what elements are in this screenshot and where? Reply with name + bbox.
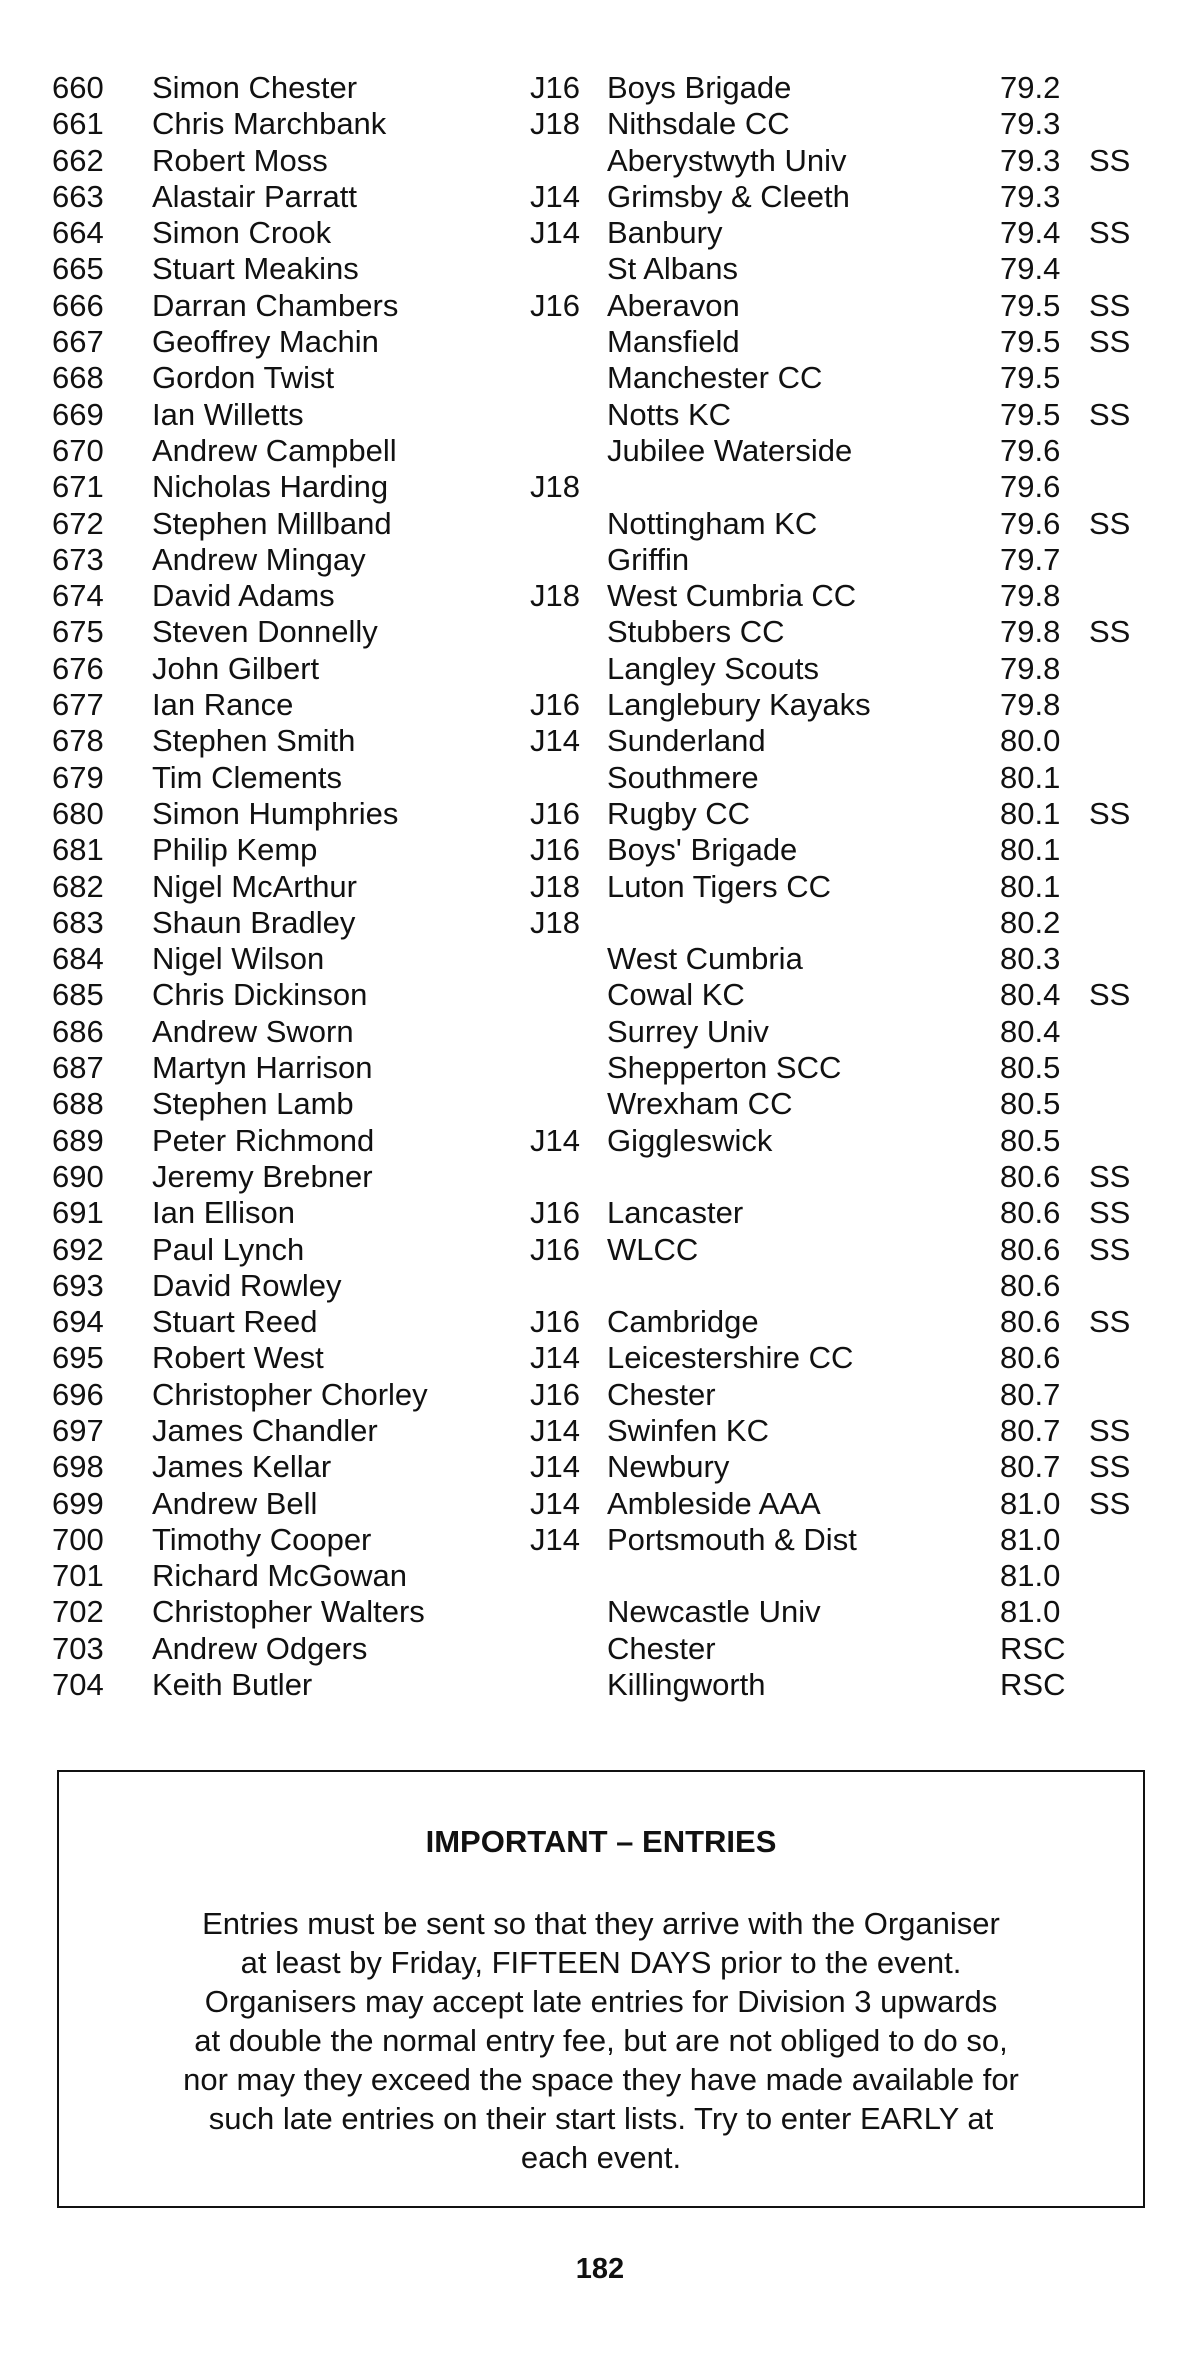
competitor-name: Peter Richmond (152, 1122, 375, 1158)
notice-line: at double the normal entry fee, but are not obliged to do so, (194, 2023, 1008, 2058)
club-name: Stubbers CC (607, 614, 785, 650)
ranking-row (52, 506, 1162, 542)
time-value: RSC (1000, 1630, 1066, 1666)
time-value: 80.5 (1000, 1050, 1061, 1086)
ranking-row (52, 796, 1162, 832)
ranking-row (52, 869, 1162, 905)
age-class: J16 (530, 1231, 580, 1267)
position-number: 686 (52, 1013, 104, 1049)
time-value: 81.0 (1000, 1558, 1061, 1594)
position-number: 680 (52, 795, 104, 831)
time-value: 80.6 (1000, 1158, 1061, 1194)
ranking-row (52, 1667, 1162, 1703)
club-name: Boys Brigade (607, 70, 792, 105)
page-number: 182 (575, 2253, 625, 2285)
ranking-row (52, 1594, 1162, 1630)
position-number: 660 (52, 70, 104, 105)
time-value: 79.5 (1000, 396, 1061, 432)
club-name: Surrey Univ (607, 1013, 769, 1049)
club-name: Giggleswick (607, 1122, 773, 1158)
position-number: 670 (52, 432, 104, 468)
time-value: 79.8 (1000, 687, 1061, 723)
position-number: 692 (52, 1231, 104, 1267)
club-name: WLCC (607, 1231, 699, 1267)
ranking-row (52, 1050, 1162, 1086)
ranking-row (52, 469, 1162, 505)
age-class: J14 (530, 178, 580, 214)
club-name: Rugby CC (607, 795, 750, 831)
position-number: 677 (52, 687, 104, 723)
position-number: 668 (52, 360, 104, 396)
time-value: 79.3 (1000, 142, 1061, 178)
boat-class: SS (1089, 1231, 1131, 1267)
boat-class: SS (1089, 1195, 1131, 1231)
competitor-name: Stuart Reed (152, 1304, 318, 1340)
competitor-name: Nicholas Harding (152, 469, 389, 505)
time-value: 80.6 (1000, 1340, 1061, 1376)
club-name: West Cumbria (607, 941, 803, 977)
position-number: 667 (52, 324, 104, 360)
boat-class: SS (1089, 1158, 1131, 1194)
notice-line: nor may they exceed the space they have made available for (183, 2062, 1019, 2097)
position-number: 665 (52, 251, 104, 287)
time-value: 80.6 (1000, 1231, 1061, 1267)
competitor-name: David Adams (152, 578, 335, 614)
ranking-row (52, 1086, 1162, 1122)
age-class: J16 (530, 795, 580, 831)
competitor-name: Stephen Lamb (152, 1086, 354, 1122)
club-name: Wrexham CC (607, 1086, 793, 1122)
time-value: 81.0 (1000, 1485, 1061, 1521)
age-class: J16 (530, 687, 580, 723)
boat-class: SS (1089, 1412, 1131, 1448)
time-value: 80.7 (1000, 1412, 1061, 1448)
ranking-row (52, 251, 1162, 287)
position-number: 672 (52, 505, 104, 541)
competitor-name: Christopher Walters (152, 1594, 425, 1630)
ranking-row (52, 760, 1162, 796)
ranking-row (52, 1232, 1162, 1268)
competitor-name: Andrew Sworn (152, 1013, 354, 1049)
boat-class: SS (1089, 505, 1131, 541)
time-value: 79.8 (1000, 650, 1061, 686)
notice-line: Entries must be sent so that they arrive with the Organiser (202, 1906, 1000, 1941)
position-number: 673 (52, 541, 104, 577)
position-number: 683 (52, 904, 104, 940)
competitor-name: Stephen Smith (152, 723, 356, 759)
position-number: 701 (52, 1558, 104, 1594)
club-name: Chester (607, 1376, 716, 1412)
club-name: Griffin (607, 541, 690, 577)
club-name: Chester (607, 1630, 716, 1666)
competitor-name: James Kellar (152, 1449, 332, 1485)
ranking-row (52, 832, 1162, 868)
position-number: 669 (52, 396, 104, 432)
time-value: 79.8 (1000, 578, 1061, 614)
competitor-name: Tim Clements (152, 759, 343, 795)
time-value: 80.7 (1000, 1376, 1061, 1412)
time-value: 80.1 (1000, 759, 1061, 795)
position-number: 681 (52, 832, 104, 868)
club-name: Boys' Brigade (607, 832, 798, 868)
club-name: Leicestershire CC (607, 1340, 854, 1376)
position-number: 664 (52, 215, 104, 251)
time-value: 80.6 (1000, 1267, 1061, 1303)
time-value: RSC (1000, 1667, 1066, 1703)
club-name: Banbury (607, 215, 723, 251)
time-value: 80.4 (1000, 1013, 1061, 1049)
boat-class: SS (1089, 142, 1131, 178)
position-number: 700 (52, 1521, 104, 1557)
position-number: 691 (52, 1195, 104, 1231)
ranking-row (52, 1558, 1162, 1594)
position-number: 697 (52, 1412, 104, 1448)
age-class: J14 (530, 723, 580, 759)
competitor-name: Ian Ellison (152, 1195, 296, 1231)
position-number: 693 (52, 1267, 104, 1303)
position-number: 679 (52, 759, 104, 795)
competitor-name: Paul Lynch (152, 1231, 305, 1267)
competitor-name: Andrew Odgers (152, 1630, 368, 1666)
position-number: 678 (52, 723, 104, 759)
notice-line: such late entries on their start lists. Try to enter EARLY at (208, 2101, 994, 2136)
ranking-row (52, 1123, 1162, 1159)
competitor-name: Timothy Cooper (152, 1521, 372, 1557)
age-class: J16 (530, 70, 580, 105)
club-name: Southmere (607, 759, 759, 795)
club-name: Aberavon (607, 287, 740, 323)
ranking-row (52, 179, 1162, 215)
competitor-name: Andrew Bell (152, 1485, 318, 1521)
boat-class: SS (1089, 215, 1131, 251)
competitor-name: Shaun Bradley (152, 904, 356, 940)
position-number: 684 (52, 941, 104, 977)
age-class: J16 (530, 1195, 580, 1231)
competitor-name: Andrew Campbell (152, 432, 397, 468)
age-class: J14 (530, 1449, 580, 1485)
boat-class: SS (1089, 1449, 1131, 1485)
club-name: Portsmouth & Dist (607, 1521, 857, 1557)
club-name: Swinfen KC (607, 1412, 769, 1448)
competitor-name: Robert West (152, 1340, 324, 1376)
club-name: Mansfield (607, 324, 740, 360)
club-name: Notts KC (607, 396, 732, 432)
club-name: Newcastle Univ (607, 1594, 821, 1630)
boat-class: SS (1089, 795, 1131, 831)
notice-line: each event. (520, 2140, 682, 2175)
time-value: 81.0 (1000, 1521, 1061, 1557)
competitor-name: Keith Butler (152, 1667, 313, 1703)
age-class: J18 (530, 469, 580, 505)
boat-class: SS (1089, 977, 1131, 1013)
time-value: 79.7 (1000, 541, 1061, 577)
ranking-row (52, 1631, 1162, 1667)
ranking-row (52, 1014, 1162, 1050)
time-value: 79.5 (1000, 360, 1061, 396)
time-value: 79.3 (1000, 106, 1061, 142)
position-number: 685 (52, 977, 104, 1013)
ranking-row (52, 1159, 1162, 1195)
club-name: Nottingham KC (607, 505, 818, 541)
ranking-row (52, 614, 1162, 650)
ranking-row (52, 433, 1162, 469)
club-name: Manchester CC (607, 360, 823, 396)
time-value: 80.1 (1000, 832, 1061, 868)
club-name: Ambleside AAA (607, 1485, 821, 1521)
ranking-row (52, 397, 1162, 433)
position-number: 690 (52, 1158, 104, 1194)
position-number: 662 (52, 142, 104, 178)
club-name: Langley Scouts (607, 650, 819, 686)
competitor-name: Robert Moss (152, 142, 328, 178)
position-number: 689 (52, 1122, 104, 1158)
boat-class: SS (1089, 614, 1131, 650)
time-value: 79.2 (1000, 70, 1061, 105)
ranking-row (52, 1413, 1162, 1449)
competitor-name: Simon Crook (152, 215, 332, 251)
competitor-name: Stuart Meakins (152, 251, 359, 287)
ranking-row (52, 905, 1162, 941)
ranking-row (52, 1377, 1162, 1413)
notice-body (99, 1904, 1103, 2177)
time-value: 80.7 (1000, 1449, 1061, 1485)
ranking-row (52, 941, 1162, 977)
competitor-name: Ian Willetts (152, 396, 304, 432)
ranking-row (52, 1268, 1162, 1304)
position-number: 676 (52, 650, 104, 686)
ranking-row (52, 687, 1162, 723)
competitor-name: Geoffrey Machin (152, 324, 379, 360)
position-number: 694 (52, 1304, 104, 1340)
club-name: Aberystwyth Univ (607, 142, 847, 178)
competitor-name: Christopher Chorley (152, 1376, 428, 1412)
position-number: 661 (52, 106, 104, 142)
competitor-name: James Chandler (152, 1412, 378, 1448)
ranking-row (52, 977, 1162, 1013)
ranking-row (52, 70, 1162, 106)
time-value: 79.3 (1000, 178, 1061, 214)
competitor-name: Gordon Twist (152, 360, 335, 396)
position-number: 703 (52, 1630, 104, 1666)
competitor-name: Ian Rance (152, 687, 294, 723)
ranking-row (52, 288, 1162, 324)
age-class: J14 (530, 1485, 580, 1521)
age-class: J14 (530, 1521, 580, 1557)
important-entries-notice (57, 1770, 1145, 2208)
club-name: Sunderland (607, 723, 766, 759)
age-class: J18 (530, 578, 580, 614)
age-class: J16 (530, 832, 580, 868)
age-class: J18 (530, 904, 580, 940)
position-number: 702 (52, 1594, 104, 1630)
competitor-name: Philip Kemp (152, 832, 318, 868)
age-class: J14 (530, 215, 580, 251)
ranking-row (52, 324, 1162, 360)
competitor-name: Richard McGowan (152, 1558, 407, 1594)
position-number: 699 (52, 1485, 104, 1521)
time-value: 80.6 (1000, 1304, 1061, 1340)
club-name: Shepperton SCC (607, 1050, 842, 1086)
competitor-name: Stephen Millband (152, 505, 392, 541)
ranking-row (52, 1195, 1162, 1231)
time-value: 80.1 (1000, 868, 1061, 904)
competitor-name: Darran Chambers (152, 287, 399, 323)
club-name: Luton Tigers CC (607, 868, 831, 904)
boat-class: SS (1089, 324, 1131, 360)
ranking-row (52, 360, 1162, 396)
competitor-name: Simon Chester (152, 70, 358, 105)
time-value: 79.5 (1000, 324, 1061, 360)
rankings-list (52, 70, 1162, 1703)
position-number: 695 (52, 1340, 104, 1376)
time-value: 80.6 (1000, 1195, 1061, 1231)
competitor-name: Martyn Harrison (152, 1050, 373, 1086)
club-name: Cambridge (607, 1304, 759, 1340)
age-class: J18 (530, 868, 580, 904)
age-class: J14 (530, 1412, 580, 1448)
boat-class: SS (1089, 1485, 1131, 1521)
notice-line: at least by Friday, FIFTEEN DAYS prior to the event. (240, 1945, 962, 1980)
club-name: Nithsdale CC (607, 106, 790, 142)
club-name: Cowal KC (607, 977, 745, 1013)
competitor-name: Jeremy Brebner (152, 1158, 373, 1194)
competitor-name: Steven Donnelly (152, 614, 378, 650)
ranking-row (52, 578, 1162, 614)
competitor-name: Alastair Parratt (152, 178, 358, 214)
position-number: 698 (52, 1449, 104, 1485)
position-number: 666 (52, 287, 104, 323)
ranking-row (52, 1486, 1162, 1522)
competitor-name: Andrew Mingay (152, 541, 366, 577)
club-name: Langlebury Kayaks (607, 687, 871, 723)
competitor-name: David Rowley (152, 1267, 342, 1303)
position-number: 675 (52, 614, 104, 650)
boat-class: SS (1089, 1304, 1131, 1340)
time-value: 80.0 (1000, 723, 1061, 759)
time-value: 80.3 (1000, 941, 1061, 977)
competitor-name: John Gilbert (152, 650, 320, 686)
age-class: J18 (530, 106, 580, 142)
age-class: J16 (530, 287, 580, 323)
competitor-name: Simon Humphries (152, 795, 399, 831)
age-class: J14 (530, 1340, 580, 1376)
time-value: 79.4 (1000, 215, 1061, 251)
club-name: Killingworth (607, 1667, 766, 1703)
time-value: 79.6 (1000, 432, 1061, 468)
position-number: 704 (52, 1667, 104, 1703)
club-name: Grimsby & Cleeth (607, 178, 850, 214)
ranking-row (52, 106, 1162, 142)
age-class: J14 (530, 1122, 580, 1158)
ranking-row (52, 215, 1162, 251)
ranking-row (52, 1522, 1162, 1558)
ranking-row (52, 542, 1162, 578)
position-number: 687 (52, 1050, 104, 1086)
club-name: West Cumbria CC (607, 578, 857, 614)
time-value: 81.0 (1000, 1594, 1061, 1630)
time-value: 80.5 (1000, 1122, 1061, 1158)
club-name: Newbury (607, 1449, 730, 1485)
time-value: 80.2 (1000, 904, 1061, 940)
ranking-row (52, 1340, 1162, 1376)
club-name: St Albans (607, 251, 738, 287)
time-value: 79.8 (1000, 614, 1061, 650)
time-value: 79.6 (1000, 469, 1061, 505)
notice-line: Organisers may accept late entries for Division 3 upwards (204, 1984, 998, 2019)
ranking-row (52, 651, 1162, 687)
competitor-name: Chris Marchbank (152, 106, 387, 142)
time-value: 79.4 (1000, 251, 1061, 287)
club-name: Jubilee Waterside (607, 432, 853, 468)
age-class: J16 (530, 1376, 580, 1412)
boat-class: SS (1089, 396, 1131, 432)
boat-class: SS (1089, 287, 1131, 323)
position-number: 671 (52, 469, 104, 505)
position-number: 674 (52, 578, 104, 614)
competitor-name: Nigel McArthur (152, 868, 357, 904)
ranking-row (52, 143, 1162, 179)
position-number: 682 (52, 868, 104, 904)
time-value: 80.5 (1000, 1086, 1061, 1122)
age-class: J16 (530, 1304, 580, 1340)
position-number: 696 (52, 1376, 104, 1412)
competitor-name: Chris Dickinson (152, 977, 368, 1013)
time-value: 79.5 (1000, 287, 1061, 323)
ranking-row (52, 1449, 1162, 1485)
competitor-name: Nigel Wilson (152, 941, 325, 977)
time-value: 80.4 (1000, 977, 1061, 1013)
position-number: 688 (52, 1086, 104, 1122)
club-name: Lancaster (607, 1195, 744, 1231)
time-value: 79.6 (1000, 505, 1061, 541)
ranking-row (52, 723, 1162, 759)
ranking-row (52, 1304, 1162, 1340)
time-value: 80.1 (1000, 795, 1061, 831)
notice-title: IMPORTANT – ENTRIES (425, 1824, 777, 1859)
position-number: 663 (52, 178, 104, 214)
